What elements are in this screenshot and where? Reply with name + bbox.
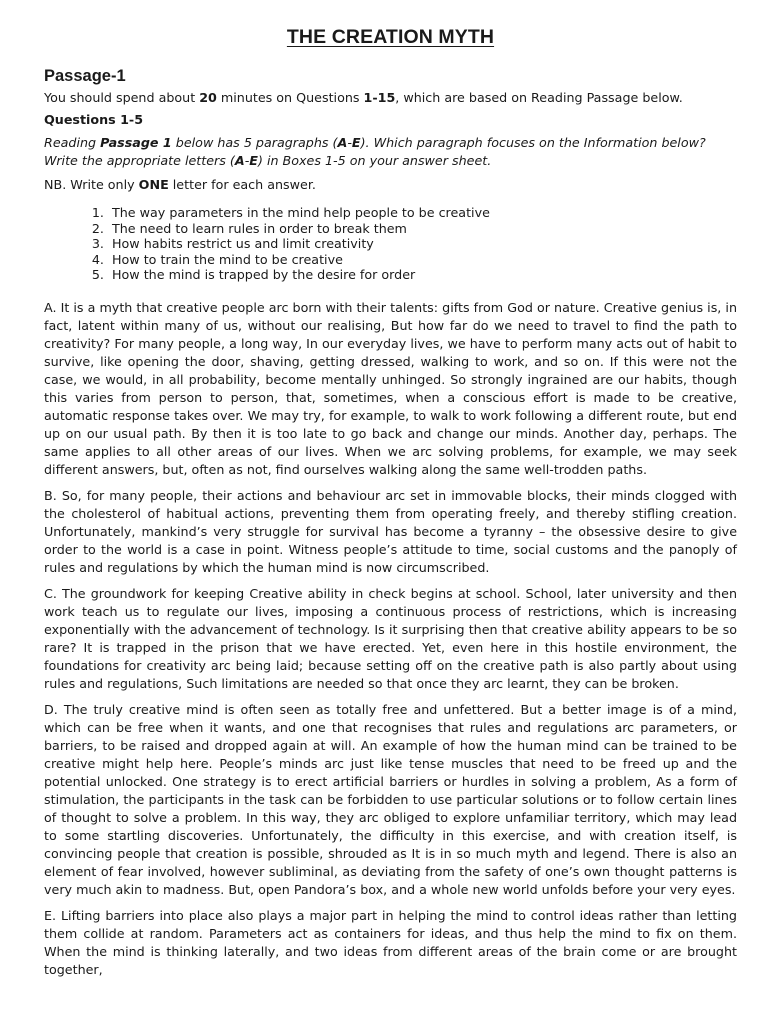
paragraph-d: D. The truly creative mind is often seen as totally free and unfettered. But a better image is of a mind, which can be free when it wants, and one that recognises that rules and regulations arc parameters, or barriers, to be raised and dropped again at will. An example of how the human mind can be trained to be creative might help here. People’s minds arc just like tense muscles that need to be freed up and the potential unlocked. One strategy is to erect artificial barriers or hurdles in solving a problem, As a form of stimulation, the participants in the task can be forbidden to use particular solutions or to follow certain lines of thought to solve a problem. In this way, they arc obliged to explore unfamiliar territory, which may lead to some startling discoveries. Unfortunately, the difficulty in this exercise, and with creation itself, is convincing people that creation is possible, shrouded as It is in so much myth and legend. There is also an element of fear involved, however subliminal, as deviating from the safety of one’s own thought patterns is very much akin to madness. But, open Pandora’s box, and a whole new world unfolds before your very eyes. — [44, 701, 737, 897]
time-instruction — [44, 89, 737, 107]
instr-text-3: ). Which paragraph focuses on the Information below? Write the appropriate letters ( — [44, 135, 706, 168]
question-item: 2. The need to learn rules in order to break them — [108, 221, 737, 237]
instr-dash: - — [244, 153, 250, 168]
instructions-text — [44, 134, 737, 170]
question-item: 1. The way parameters in the mind help people to be creative — [108, 205, 737, 221]
question-item: 3. How habits restrict us and limit creativity — [108, 236, 737, 252]
paragraph-e: E. Lifting barriers into place also plays a major part in helping the mind to control ideas rather than letting them collide at random. Parameters act as containers for ideas, and thus help the mind to fix on them. When the mind is thinking laterally, and two ideas from different areas of the brain come or are brought together, — [44, 907, 737, 977]
intro-text-3: , which are based on Reading Passage below. — [395, 90, 683, 105]
intro-question-range: 1-15 — [363, 90, 396, 105]
instr-letter-e: E — [351, 135, 361, 150]
question-list — [44, 205, 737, 283]
document-title: THE CREATION MYTH — [286, 26, 495, 48]
instr-passage: Passage 1 — [100, 135, 172, 150]
question-item: 4. How to train the mind to be creative — [108, 252, 737, 268]
instr-text-2: below has 5 paragraphs ( — [171, 135, 338, 150]
nb-text-1: NB. Write only — [44, 177, 139, 192]
question-item: 5. How the mind is trapped by the desire for order — [108, 267, 737, 283]
passage-body — [44, 299, 737, 979]
nb-text-2: letter for each answer. — [168, 177, 316, 192]
paragraph-b: B. So, for many people, their actions and behaviour arc set in immovable blocks, their minds clogged with the cholesterol of habitual actions, preventing them from operating freely, and thereby stifling creation. Unfortunately, mankind’s very struggle for survival has become a tyranny – the obsessive desire to give order to the world is a case in point. Witness people’s attitude to time, social customs and the panoply of rules and regulations by which the human mind is now circumscribed. — [44, 487, 737, 575]
nb-one: ONE — [138, 177, 169, 192]
nb-note — [44, 176, 737, 194]
instr-letter-e: E — [249, 153, 258, 168]
paragraph-a: A. It is a myth that creative people arc born with their talents: gifts from God or nature. Creative genius is, in fact, latent within many of us, without our realising, But how far do we need to travel to find the path to creativity? For many people, a long way, In our everyday lives, we have to perform many acts out of habit to survive, like opening the door, shaving, getting dressed, walking to work, and so on. If this were not the case, we would, in all probability, become mentally unhinged. So strongly ingrained are our habits, though this varies from person to person, that, sometimes, when a conscious effort is made to be creative, automatic response takes over. We may try, for example, to walk to work following a different route, but end up on our usual path. By then it is too late to go back and change our minds. Another day, perhaps. The same applies to all other areas of our lives. When we arc solving problems, for example, we may seek different answers, but, often as not, find ourselves walking along the same well-trodden paths. — [44, 299, 737, 477]
intro-text-1: You should spend about — [44, 90, 200, 105]
intro-minutes: 20 — [199, 90, 217, 105]
instr-text-4: ) in Boxes 1-5 on your answer sheet. — [257, 153, 492, 168]
passage-heading: Passage-1 — [44, 67, 126, 85]
paragraph-c: C. The groundwork for keeping Creative ability in check begins at school. School, later university and then work teach us to regulate our lives, imposing a continuous process of restrictions, which is increasing exponentially with the advancement of technology. Is it surprising then that creative ability appears to be so rare? It is trapped in the prison that we have erected. Yet, even here in this hostile environment, the foundations for creativity arc being laid; because setting off on the creative path is also partly about using rules and regulations, Such limitations are needed so that once they arc learnt, they can be broken. — [44, 585, 737, 691]
document-page — [44, 26, 737, 979]
intro-text-2: minutes on Questions — [216, 90, 364, 105]
instr-letter-a: A — [337, 135, 348, 150]
instr-text-1: Reading — [44, 135, 101, 150]
questions-heading: Questions 1-5 — [44, 112, 144, 127]
instr-letter-a: A — [234, 153, 245, 168]
instr-dash: - — [347, 135, 352, 150]
